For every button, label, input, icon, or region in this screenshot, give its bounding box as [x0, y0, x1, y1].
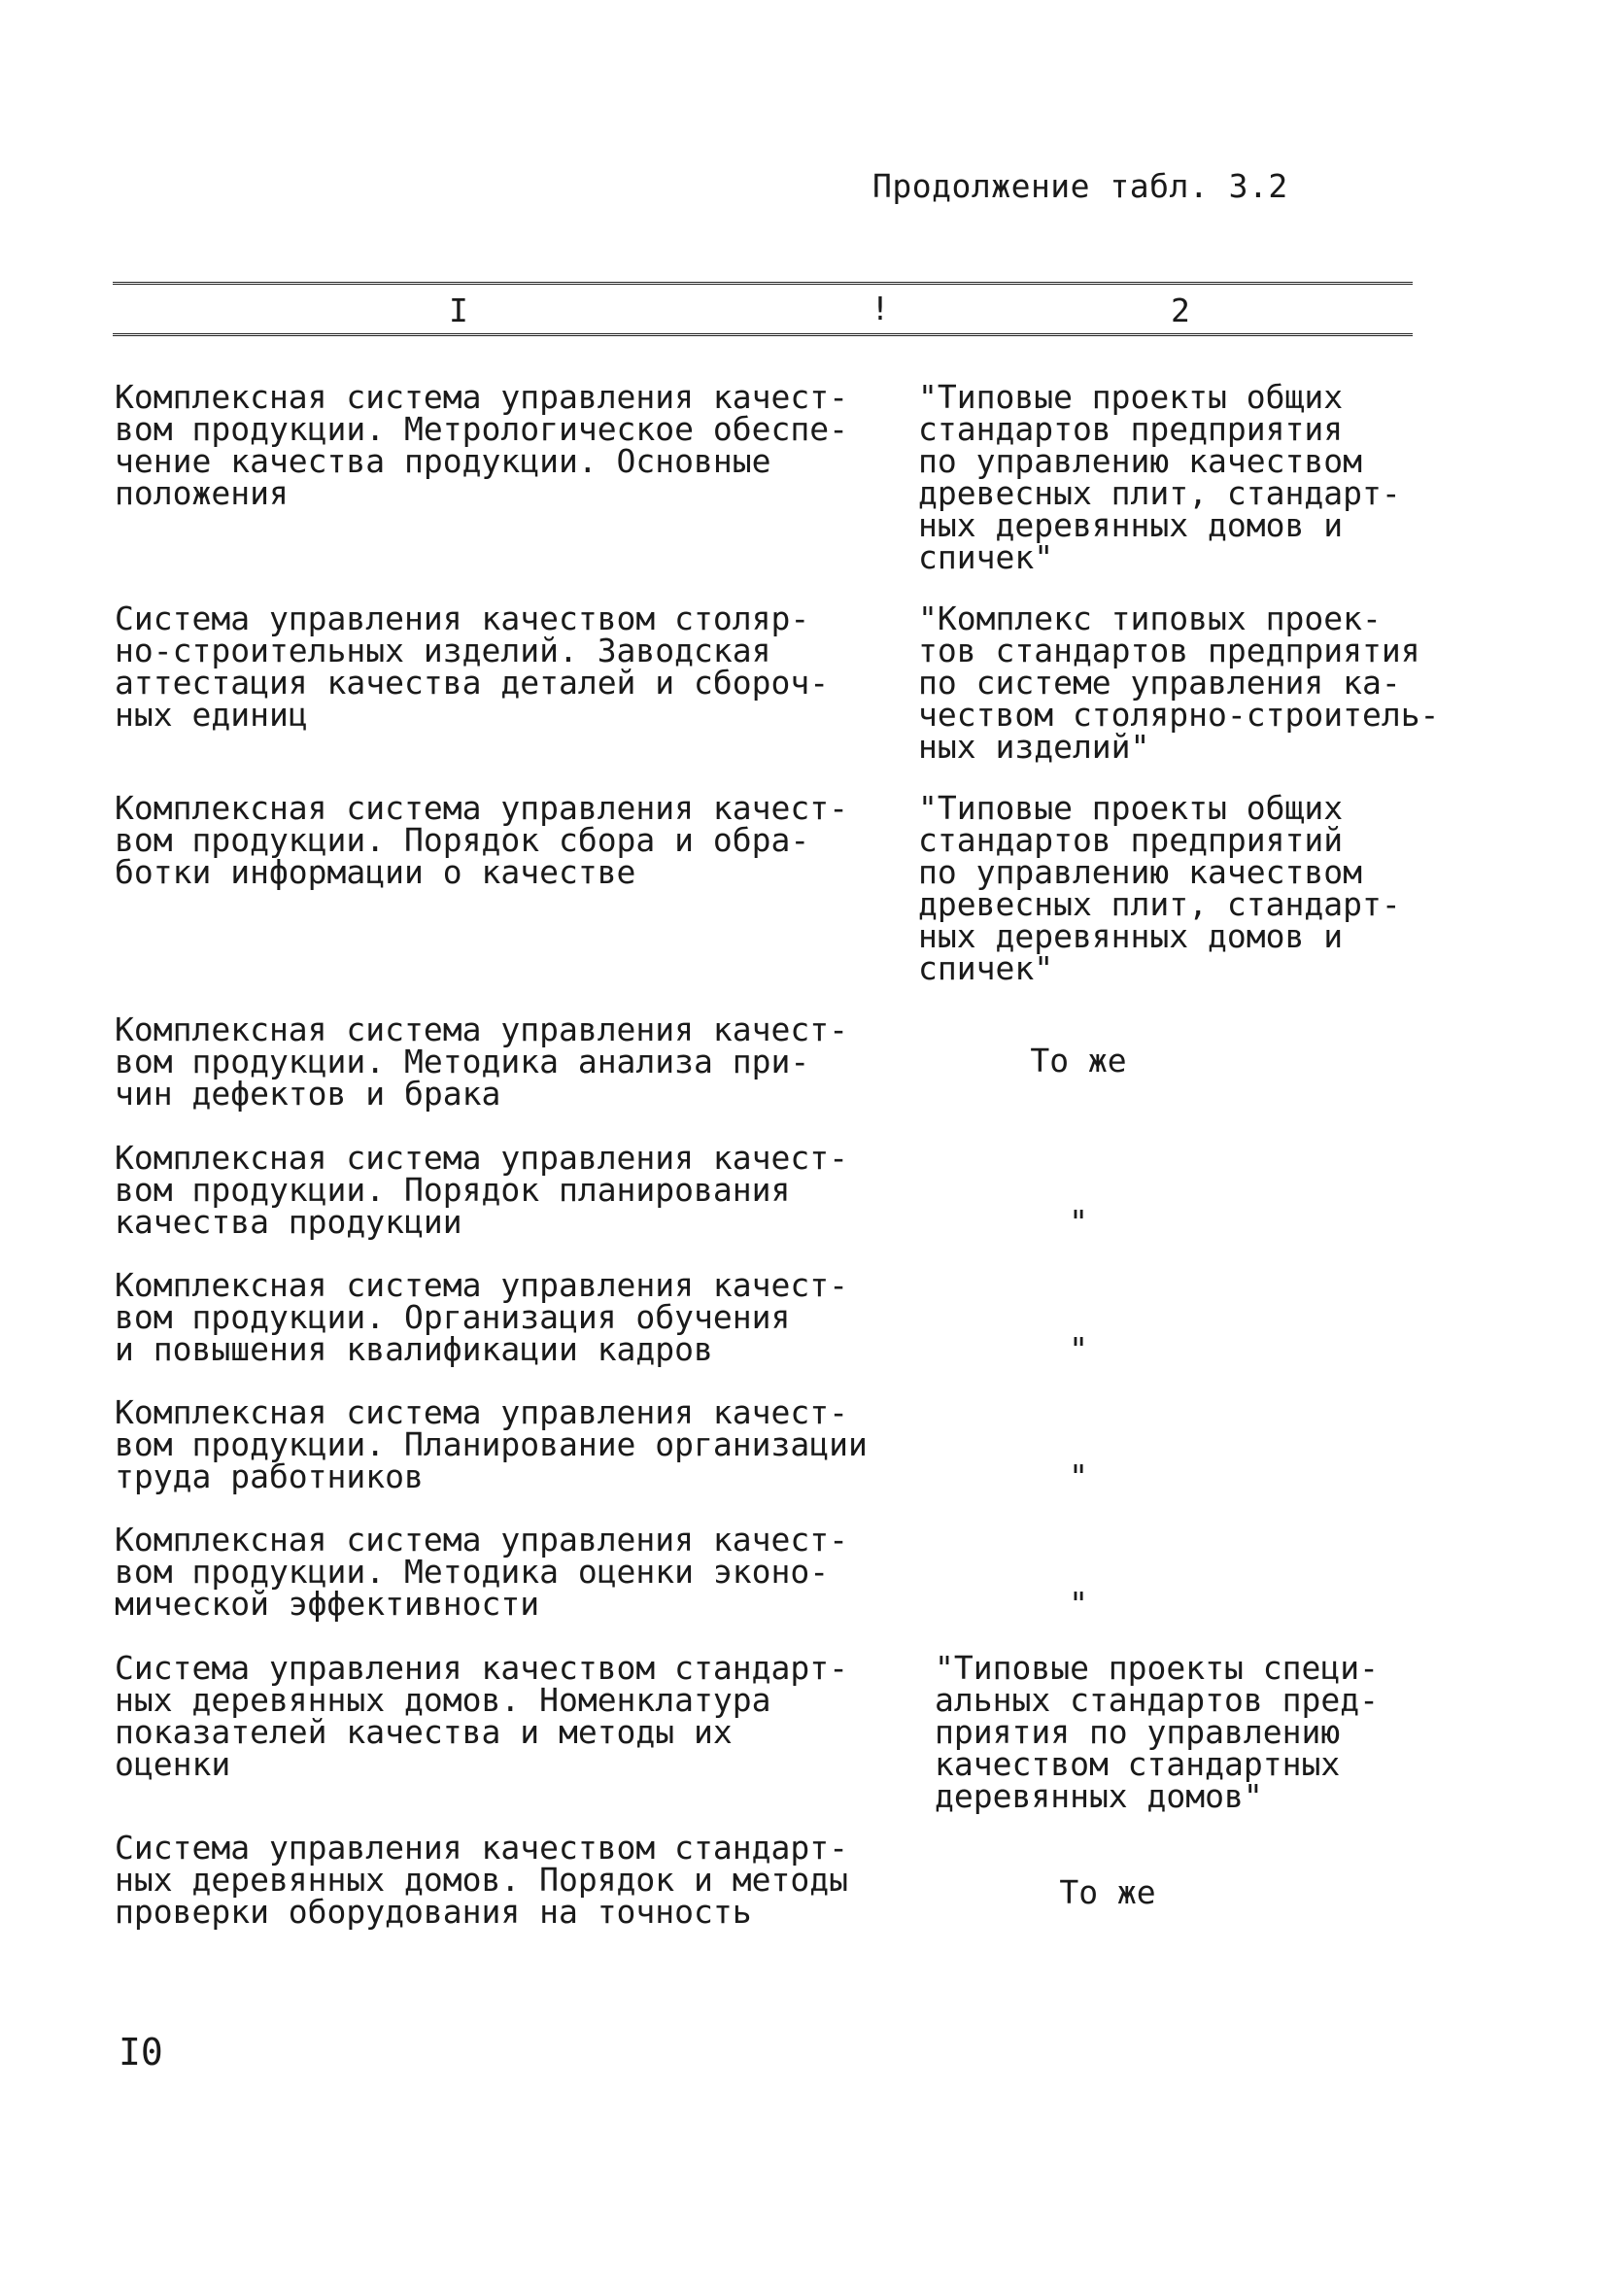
column-header-2: 2 — [1171, 291, 1190, 329]
row-source: "Типовые проекты общих стандартов предприятий по управлению качеством древесных плит, стандарт- ных деревянных домов и спичек" — [918, 789, 1401, 987]
row-source: " — [1069, 1457, 1088, 1495]
row-source: " — [1069, 1203, 1088, 1241]
row-description: Система управления качеством столяр- но-строительных изделий. Заводская аттестация качества деталей и сбороч- ных единиц — [115, 600, 830, 734]
column-header-1: I — [449, 291, 468, 329]
page-number: I0 — [119, 2031, 163, 2073]
table-caption: Продолжение табл. 3.2 — [872, 167, 1288, 205]
row-source: "Комплекс типовых проек- тов стандартов предприятия по системе управления ка- чеством столярно-строитель- ных изделий" — [918, 600, 1440, 766]
row-description: Комплексная система управления качест- вом продукции. Организация обучения и повышения квалификации кадров — [115, 1266, 848, 1368]
row-source: "Типовые проекты общих стандартов предприятия по управлению качеством древесных плит, стандарт- ных деревянных домов и спичек" — [918, 378, 1401, 576]
row-description: Система управления качеством стандарт- ных деревянных домов. Порядок и методы проверки оборудования на точность — [115, 1829, 848, 1931]
row-source: "Типовые проекты специ- альных стандартов пред- приятия по управлению качеством стандартных деревянных домов" — [935, 1649, 1379, 1815]
row-description: Комплексная система управления качест- вом продукции. Методика анализа при- чин дефектов и брака — [115, 1011, 848, 1113]
row-source: " — [1069, 1330, 1088, 1368]
row-source: То же — [1030, 1042, 1127, 1079]
header-rule-bottom — [113, 333, 1413, 336]
row-description: Система управления качеством стандарт- ных деревянных домов. Номенклатура показателей качества и методы их оценки — [115, 1649, 848, 1783]
row-source: То же — [1059, 1873, 1156, 1911]
row-source: " — [1069, 1585, 1088, 1623]
row-description: Комплексная система управления качест- вом продукции. Методика оценки эконо- мической эффективности — [115, 1521, 848, 1623]
row-description: Комплексная система управления качест- вом продукции. Порядок сбора и обра- ботки информации о качестве — [115, 789, 848, 891]
row-description: Комплексная система управления качест- вом продукции. Порядок планирования качества продукции — [115, 1139, 848, 1241]
row-description: Комплексная система управления качест- вом продукции. Планирование организации труда работников — [115, 1393, 868, 1495]
header-rule-top — [113, 282, 1413, 285]
column-separator: ! — [871, 290, 890, 327]
row-description: Комплексная система управления качест- вом продукции. Метрологическое обеспе- чение качества продукции. Основные положения — [115, 378, 848, 512]
